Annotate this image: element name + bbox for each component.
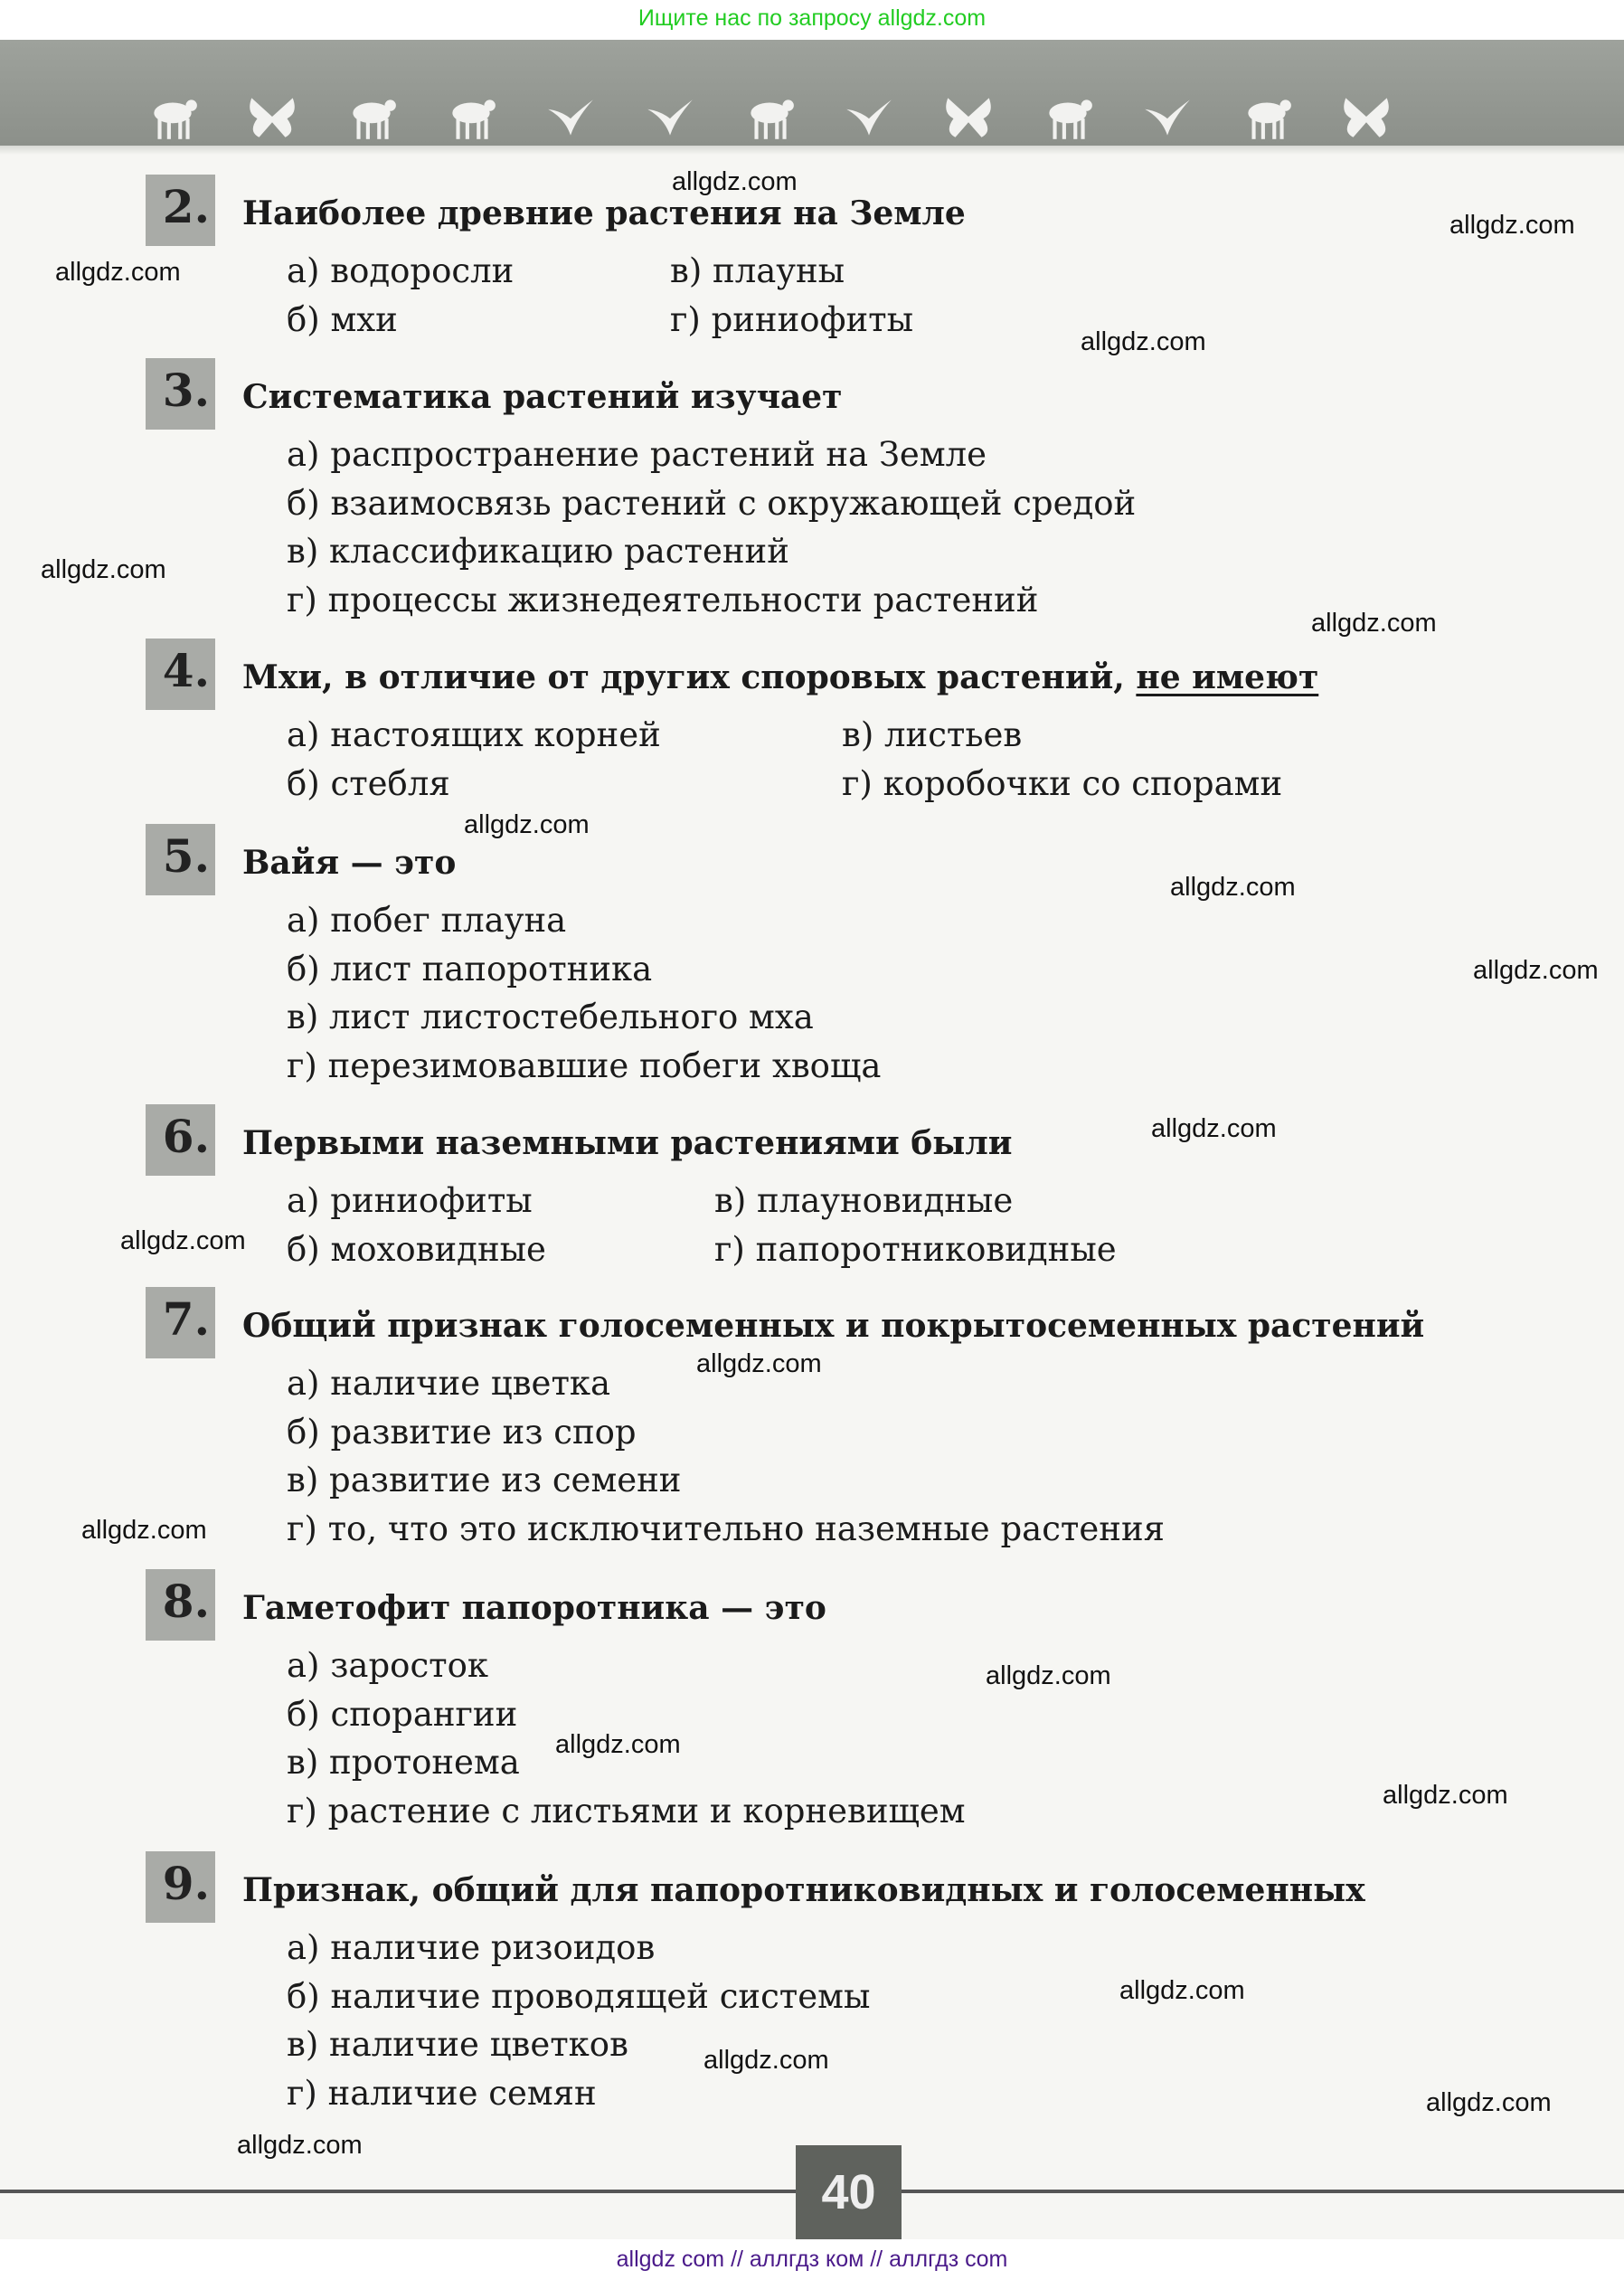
- answer-list: [287, 1924, 870, 2117]
- question-number: 2.: [162, 180, 210, 233]
- question-text-underlined: не имеют: [1136, 658, 1319, 696]
- answer-option: б) стебля: [287, 763, 450, 803]
- answer-list: [287, 711, 1283, 808]
- question-number-box: [146, 175, 215, 246]
- answer-option: а) настоящих корней: [287, 715, 661, 754]
- answer-option: в) протонема: [287, 1743, 520, 1782]
- question-number-box: [146, 1287, 215, 1358]
- scorpion-icon: [344, 90, 400, 143]
- watermark: allgdz.com: [464, 810, 590, 839]
- question-number: 6.: [162, 1110, 210, 1163]
- answer-option: г) наличие семян: [287, 2073, 597, 2113]
- footer-note: allgdz com // аллгдз ком // аллгдз com: [0, 2239, 1624, 2280]
- answer-option: в) классификацию растений: [287, 532, 789, 571]
- bull-icon: [1040, 90, 1096, 143]
- watermark: allgdz.com: [1151, 1114, 1277, 1143]
- answer-option: г) растение с листьями и корневищем: [287, 1791, 966, 1831]
- question-number: 3.: [162, 364, 210, 417]
- answer-list: [287, 247, 914, 344]
- answer-option: в) плауновидные: [714, 1181, 1014, 1220]
- butterfly-icon: [244, 90, 300, 143]
- answer-option: б) спорангии: [287, 1694, 518, 1734]
- question-text: [242, 651, 1318, 704]
- question-text: Общий признак голосеменных и покрытосеменных растений: [242, 1307, 1425, 1345]
- question-number-box: [146, 358, 215, 430]
- answer-list: [287, 1359, 1165, 1553]
- answer-list: [287, 896, 881, 1090]
- question-text-main: Мхи, в отличие от других споровых растений,: [242, 658, 1137, 696]
- answer-option: а) наличие ризоидов: [287, 1928, 656, 1967]
- answer-option: в) листьев: [842, 715, 1023, 754]
- answer-option: а) риниофиты: [287, 1181, 533, 1220]
- bird-standing-icon: [841, 90, 897, 143]
- answer-option: б) наличие проводящей системы: [287, 1976, 871, 2016]
- question-number-box: [146, 1569, 215, 1641]
- answer-list: [287, 1177, 1117, 1273]
- watermark: allgdz.com: [1473, 956, 1599, 985]
- answer-option: г) риниофиты: [670, 299, 914, 339]
- question-number-box: [146, 824, 215, 895]
- answer-option: г) коробочки со спорами: [842, 763, 1283, 803]
- answer-option: б) мхи: [287, 299, 398, 339]
- question-number: 9.: [162, 1857, 210, 1910]
- watermark: allgdz.com: [237, 2131, 363, 2160]
- fish-icon: [642, 90, 698, 143]
- answer-option: б) развитие из спор: [287, 1412, 637, 1452]
- answer-option: г) перезимовавшие побеги хвоща: [287, 1045, 882, 1085]
- answer-option: г) папоротниковидные: [714, 1229, 1117, 1269]
- answer-option: б) моховидные: [287, 1229, 546, 1269]
- watermark: allgdz.com: [55, 258, 181, 287]
- watermark: allgdz.com: [696, 1349, 822, 1378]
- answer-option: в) плауны: [670, 251, 845, 290]
- answer-option: а) наличие цветка: [287, 1364, 611, 1403]
- answer-option: в) развитие из семени: [287, 1461, 682, 1500]
- watermark: allgdz.com: [81, 1516, 207, 1545]
- answer-option: а) распространение растений на Земле: [287, 435, 987, 474]
- answer-option: а) водоросли: [287, 251, 515, 290]
- question-number-box: [146, 639, 215, 710]
- bison-icon: [145, 90, 201, 143]
- answer-option: б) взаимосвязь растений с окружающей средой: [287, 483, 1137, 523]
- animal-silhouettes: [145, 90, 1394, 143]
- watermark: allgdz.com: [555, 1730, 681, 1759]
- horse-icon: [443, 90, 499, 143]
- answer-option: в) лист листостебельного мха: [287, 998, 814, 1036]
- watermark: allgdz.com: [703, 2046, 829, 2075]
- antelope-icon: [1239, 90, 1295, 143]
- question-text: Вайя — это: [242, 844, 457, 882]
- page-number: 40: [796, 2145, 902, 2239]
- question-number: 4.: [162, 644, 210, 697]
- question-text: Систематика растений изучает: [242, 378, 843, 416]
- watermark: allgdz.com: [1383, 1781, 1508, 1810]
- watermark: allgdz.com: [41, 555, 166, 584]
- answer-option: г) то, что это исключительно наземные растения: [287, 1509, 1165, 1548]
- answer-option: в) наличие цветков: [287, 2025, 628, 2064]
- question-number-box: [146, 1104, 215, 1176]
- watermark: allgdz.com: [1311, 609, 1437, 638]
- answer-option: б) лист папоротника: [287, 949, 653, 989]
- top-promo-note: Ищите нас по запросу allgdz.com: [0, 0, 1624, 40]
- moose-icon: [741, 90, 798, 143]
- bee-icon: [940, 90, 996, 143]
- watermark: allgdz.com: [1426, 2088, 1552, 2117]
- butterfly-icon: [1338, 90, 1394, 143]
- watermark: allgdz.com: [672, 167, 798, 196]
- answer-option: г) процессы жизнедеятельности растений: [287, 580, 1039, 620]
- question-text: Признак, общий для папоротниковидных и голосеменных: [242, 1871, 1365, 1909]
- question-text: Наиболее древние растения на Земле: [242, 194, 966, 232]
- answer-option: а) заросток: [287, 1646, 489, 1685]
- watermark: allgdz.com: [1170, 873, 1296, 902]
- question-text: Гаметофит папоротника — это: [242, 1589, 826, 1627]
- watermark: allgdz.com: [1449, 211, 1575, 240]
- watermark: allgdz.com: [120, 1226, 246, 1255]
- answer-option: а) побег плауна: [287, 901, 567, 940]
- question-number-box: [146, 1851, 215, 1923]
- watermark: allgdz.com: [986, 1661, 1111, 1690]
- bird-icon: [543, 90, 599, 143]
- question-number: 5.: [162, 829, 210, 883]
- watermark: allgdz.com: [1119, 1976, 1245, 2005]
- watermark: allgdz.com: [1081, 327, 1206, 356]
- answer-list: [287, 430, 1136, 624]
- heron-icon: [1139, 90, 1195, 143]
- question-number: 8.: [162, 1575, 210, 1628]
- question-number: 7.: [162, 1292, 210, 1346]
- question-text: Первыми наземными растениями были: [242, 1124, 1013, 1162]
- banner-shadow: [0, 146, 1624, 155]
